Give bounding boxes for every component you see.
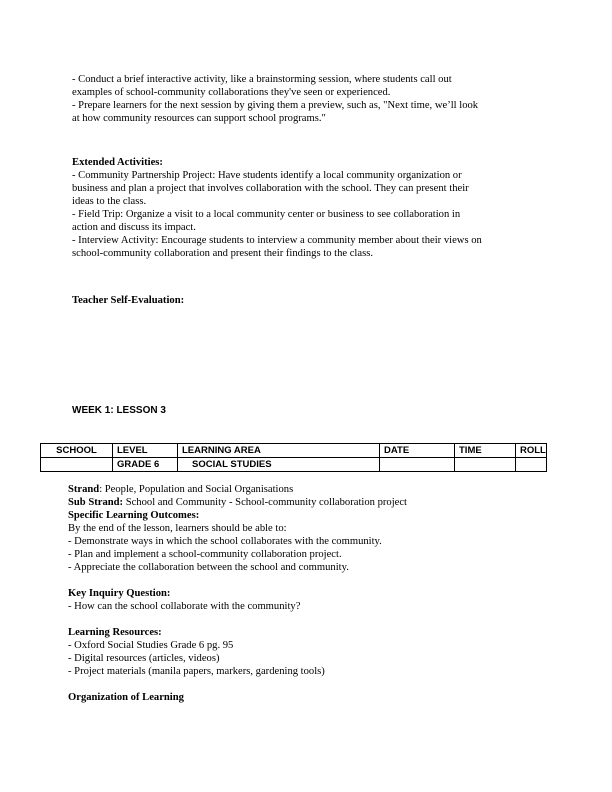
list-item: - Appreciate the collaboration between the school and community. [68, 562, 349, 573]
list-item: - How can the school collaborate with the community? [68, 601, 301, 612]
text-line: - Conduct a brief interactive activity, like a brainstorming session, where students call out [72, 74, 452, 85]
organization-heading: Organization of Learning [68, 692, 184, 703]
list-item: - Digital resources (articles, videos) [68, 653, 220, 664]
text-line: ideas to the class. [72, 196, 147, 207]
inquiry-heading: Key Inquiry Question: [68, 588, 171, 599]
cell-level: GRADE 6 [113, 458, 178, 472]
outcomes-intro: By the end of the lesson, learners should be able to: [68, 523, 287, 534]
text-line: - Prepare learners for the next session by giving them a preview, such as, "Next time, we’ll look [72, 100, 479, 111]
cell-learning-area: SOCIAL STUDIES [178, 458, 380, 472]
list-item: - Demonstrate ways in which the school collaborates with the community. [68, 536, 382, 547]
cell-date [380, 458, 455, 472]
sub-strand-value: School and Community - School-community collaboration project [123, 497, 407, 508]
strand-line [68, 483, 548, 496]
table-row [41, 458, 547, 472]
outcomes-heading: Specific Learning Outcomes: [68, 510, 200, 521]
list-item: - Plan and implement a school-community collaboration project. [68, 549, 342, 560]
sub-strand-line [68, 496, 548, 509]
header-time: TIME [455, 444, 516, 458]
cell-school [41, 458, 113, 472]
sub-strand-label: Sub Strand: [68, 497, 124, 508]
header-school: SCHOOL [41, 444, 113, 458]
text-line: examples of school-community collaborations they've seen or experienced. [72, 87, 391, 98]
extended-activities [72, 156, 542, 260]
header-roll: ROLL [516, 444, 547, 458]
cell-roll [516, 458, 547, 472]
resources-heading: Learning Resources: [68, 627, 162, 638]
header-level: LEVEL [113, 444, 178, 458]
lesson-details [68, 483, 548, 704]
cell-time [455, 458, 516, 472]
week-lesson-heading: WEEK 1: LESSON 3 [72, 405, 166, 416]
strand-label: Strand [68, 484, 100, 495]
text-line: school-community collaboration and present their findings to the class. [72, 248, 373, 259]
intro-activities [72, 73, 542, 125]
text-line: - Interview Activity: Encourage students to interview a community member about their views on [72, 235, 482, 246]
header-date: DATE [380, 444, 455, 458]
strand-value: : People, Population and Social Organisations [99, 484, 294, 495]
text-line: at how community resources can support school programs." [72, 113, 326, 124]
text-line: business and plan a project that involves collaboration with the school. They can present their [72, 183, 469, 194]
lesson-info-table [40, 443, 547, 472]
text-line: - Field Trip: Organize a visit to a local community center or business to see collaboration in [72, 209, 461, 220]
header-learning-area: LEARNING AREA [178, 444, 380, 458]
extended-heading: Extended Activities: [72, 157, 163, 168]
text-line: - Community Partnership Project: Have students identify a local community organization or [72, 170, 462, 181]
text-line: action and discuss its impact. [72, 222, 196, 233]
list-item: - Project materials (manila papers, markers, gardening tools) [68, 666, 325, 677]
self-evaluation-heading: Teacher Self-Evaluation: [72, 295, 185, 306]
table-header-row [41, 444, 547, 458]
list-item: - Oxford Social Studies Grade 6 pg. 95 [68, 640, 234, 651]
